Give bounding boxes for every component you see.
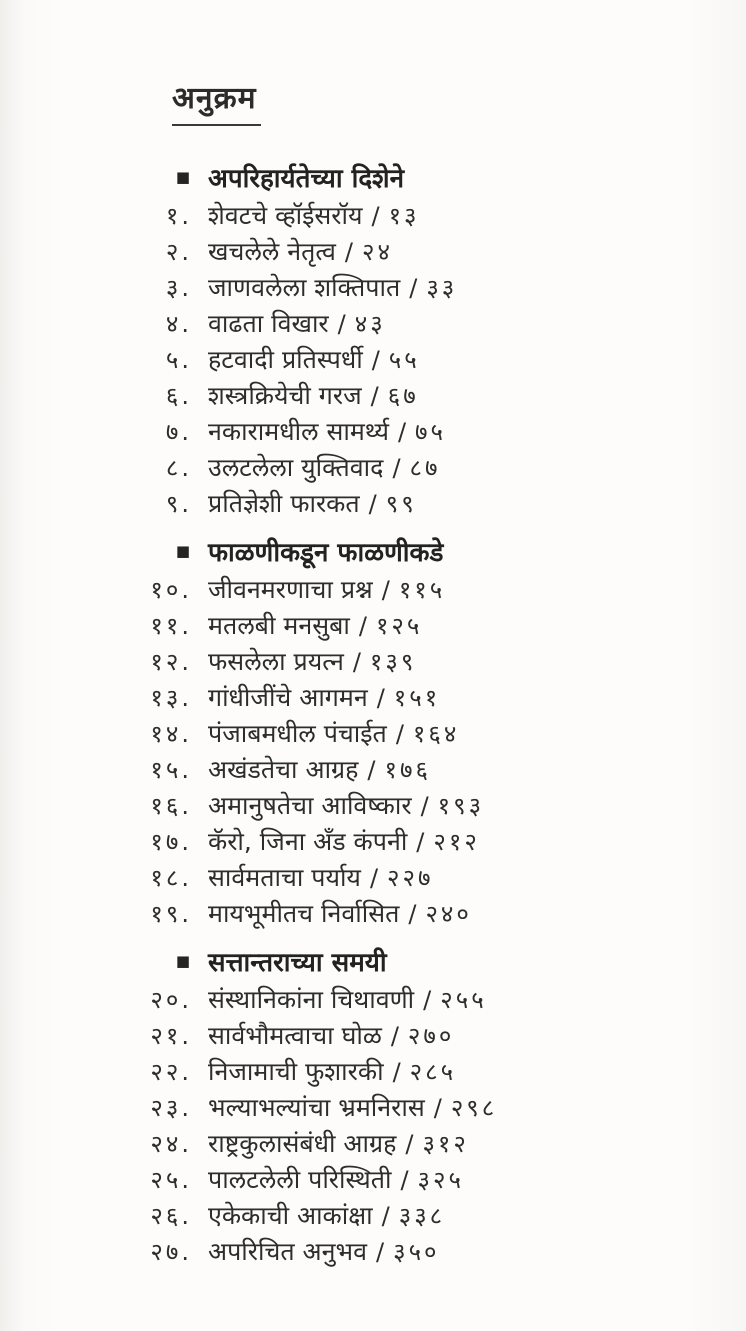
item-number: ६. <box>165 382 192 410</box>
item-number: २४. <box>150 1130 192 1158</box>
toc-item <box>132 1018 706 1054</box>
item-title: संस्थानिकांना चिथावणी <box>208 985 415 1014</box>
slash-separator: / <box>392 1058 401 1086</box>
slash-separator: / <box>381 576 390 604</box>
item-title: पालटलेली परिस्थिती <box>208 1165 392 1194</box>
toc-section <box>132 156 706 522</box>
toc-item <box>132 896 706 932</box>
item-page-number: ३२५ <box>417 1166 464 1194</box>
item-title: हटवादी प्रतिस्पर्धी <box>208 345 363 374</box>
item-page-number: ३३ <box>426 274 458 302</box>
toc-item <box>132 1126 706 1162</box>
item-title: एकेकाची आकांक्षा <box>208 1201 373 1230</box>
slash-separator: / <box>367 756 376 784</box>
toc-item <box>132 234 706 270</box>
item-number: ५. <box>165 346 192 374</box>
item-page-number: २२७ <box>387 864 434 892</box>
item-title: नकारामधील सामर्थ्य <box>208 417 389 446</box>
toc-item <box>132 716 706 752</box>
slash-separator: / <box>371 202 380 230</box>
slash-separator: / <box>433 1094 442 1122</box>
toc-sections <box>132 156 706 1270</box>
item-title: जीवनमरणाचा प्रश्न <box>208 575 373 604</box>
square-bullet-icon: ■ <box>175 541 190 560</box>
item-page-number: ४३ <box>354 310 386 338</box>
toc-item <box>132 572 706 608</box>
section-heading: सत्तान्तराच्या समयी <box>208 948 387 978</box>
item-title: सार्वमताचा पर्याय <box>208 863 361 892</box>
item-title: अपरिचित अनुभव <box>208 1237 367 1266</box>
slash-separator: / <box>390 1022 399 1050</box>
page-title: अनुक्रम <box>172 82 261 126</box>
item-number: ९. <box>165 490 192 518</box>
item-number: १०. <box>150 576 192 604</box>
slash-separator: / <box>371 346 380 374</box>
item-page-number: २९८ <box>450 1094 498 1122</box>
item-title: जाणवलेला शक्तिपात <box>208 273 401 302</box>
toc-item <box>132 1090 706 1126</box>
item-number: २. <box>165 238 192 266</box>
slash-separator: / <box>352 648 361 676</box>
toc-item <box>132 378 706 414</box>
item-number: २५. <box>150 1166 192 1194</box>
item-title: गांधीजींचे आगमन <box>208 683 368 712</box>
item-page-number: १३ <box>388 202 420 230</box>
toc-item <box>132 306 706 342</box>
item-number: २३. <box>150 1094 192 1122</box>
item-title: राष्ट्रकुलासंबंधी आग्रह <box>208 1129 397 1158</box>
section-heading-row <box>132 156 706 198</box>
slash-separator: / <box>337 310 346 338</box>
toc-section <box>132 530 706 932</box>
slash-separator: / <box>405 1130 414 1158</box>
item-title: वाढता विखार <box>208 309 329 338</box>
toc-item <box>132 752 706 788</box>
toc-section <box>132 940 706 1270</box>
item-number: ११. <box>150 612 192 640</box>
slash-separator: / <box>420 792 429 820</box>
item-number: १३. <box>150 684 192 712</box>
slash-separator: / <box>416 828 425 856</box>
item-number: ४. <box>165 310 192 338</box>
item-number: १८. <box>150 864 192 892</box>
item-page-number: २१२ <box>433 828 480 856</box>
item-title: निजामाची फुशारकी <box>208 1057 384 1086</box>
toc-item <box>132 680 706 716</box>
slash-separator: / <box>369 864 379 892</box>
item-title: खचलेले नेतृत्व <box>208 237 336 266</box>
item-title: कॅरो, जिना अँड कंपनी <box>208 827 408 856</box>
item-title: शेवटचे व्हॉईसरॉय <box>208 201 363 230</box>
item-page-number: १३९ <box>369 648 417 676</box>
item-page-number: ११५ <box>398 576 446 604</box>
item-title: मतलबी मनसुबा <box>208 611 350 640</box>
item-number: ८. <box>165 454 192 482</box>
toc-item <box>132 860 706 896</box>
item-title: उलटलेला युक्तिवाद <box>208 453 384 482</box>
item-number: १६. <box>150 792 192 820</box>
item-page-number: २८५ <box>409 1058 457 1086</box>
item-number: ३. <box>165 274 192 302</box>
section-heading-row <box>132 530 706 572</box>
slash-separator: / <box>392 454 401 482</box>
item-page-number: ५५ <box>388 346 420 374</box>
item-page-number: १२५ <box>375 612 423 640</box>
item-title: सार्वभौमत्वाचा घोळ <box>208 1021 382 1050</box>
section-heading-row <box>132 940 706 982</box>
item-number: १४. <box>150 720 192 748</box>
toc-item <box>132 1234 706 1270</box>
item-page-number: २५५ <box>440 986 487 1014</box>
item-page-number: २४० <box>425 900 472 928</box>
slash-separator: / <box>400 1166 409 1194</box>
item-title: शस्त्रक्रियेची गरज <box>208 381 362 410</box>
toc-item <box>132 1054 706 1090</box>
slash-separator: / <box>381 1202 390 1230</box>
slash-separator: / <box>397 418 407 446</box>
item-title: मायभूमीतच निर्वासित <box>208 899 400 928</box>
item-number: १९. <box>150 900 192 928</box>
item-number: १७. <box>150 828 192 856</box>
item-page-number: ३५० <box>393 1238 440 1266</box>
toc-item <box>132 450 706 486</box>
slash-separator: / <box>395 720 404 748</box>
item-page-number: १५१ <box>393 684 441 712</box>
toc-item <box>132 198 706 234</box>
item-page-number: ६७ <box>387 382 419 410</box>
item-page-number: ८७ <box>409 454 441 482</box>
item-number: १५. <box>150 756 192 784</box>
toc-item <box>132 788 706 824</box>
item-page-number: १७६ <box>384 756 431 784</box>
item-title: भल्याभल्यांचा भ्रमनिरास <box>208 1093 425 1122</box>
toc-item <box>132 608 706 644</box>
item-page-number: २४ <box>361 238 393 266</box>
toc-item <box>132 270 706 306</box>
toc-item <box>132 824 706 860</box>
item-number: २६. <box>150 1202 192 1230</box>
square-bullet-icon: ■ <box>175 167 190 186</box>
toc-item <box>132 1198 706 1234</box>
item-number: २०. <box>150 986 192 1014</box>
slash-separator: / <box>376 1238 385 1266</box>
slash-separator: / <box>344 238 353 266</box>
item-page-number: १९३ <box>437 792 485 820</box>
item-title: फसलेला प्रयत्न <box>208 647 344 676</box>
item-number: २२. <box>150 1058 192 1086</box>
slash-separator: / <box>370 382 379 410</box>
slash-separator: / <box>376 684 385 712</box>
toc-item <box>132 486 706 522</box>
item-page-number: २७० <box>407 1022 455 1050</box>
item-title: अखंडतेचा आग्रह <box>208 755 359 784</box>
item-page-number: ३१२ <box>422 1130 469 1158</box>
toc-item <box>132 644 706 680</box>
item-number: १. <box>165 202 192 230</box>
section-heading: फाळणीकडून फाळणीकडे <box>208 538 444 568</box>
toc-item <box>132 1162 706 1198</box>
item-page-number: १६४ <box>412 720 460 748</box>
toc-item <box>132 342 706 378</box>
toc-item <box>132 414 706 450</box>
item-number: १२. <box>150 648 192 676</box>
item-title: पंजाबमधील पंचाईत <box>208 719 387 748</box>
slash-separator: / <box>358 612 367 640</box>
item-number: २७. <box>150 1238 192 1266</box>
square-bullet-icon: ■ <box>175 951 190 970</box>
section-heading: अपरिहार्यतेच्या दिशेने <box>208 164 405 194</box>
toc-item <box>132 982 706 1018</box>
item-page-number: ३३८ <box>398 1202 446 1230</box>
slash-separator: / <box>409 274 418 302</box>
item-number: ७. <box>165 418 192 446</box>
item-title: अमानुषतेचा आविष्कार <box>208 791 412 820</box>
slash-separator: / <box>368 490 377 518</box>
item-page-number: ९९ <box>385 490 417 518</box>
item-title: प्रतिज्ञेशी फारकत <box>208 489 360 518</box>
item-number: २१. <box>150 1022 192 1050</box>
item-page-number: ७५ <box>415 418 447 446</box>
slash-separator: / <box>408 900 417 928</box>
slash-separator: / <box>423 986 432 1014</box>
